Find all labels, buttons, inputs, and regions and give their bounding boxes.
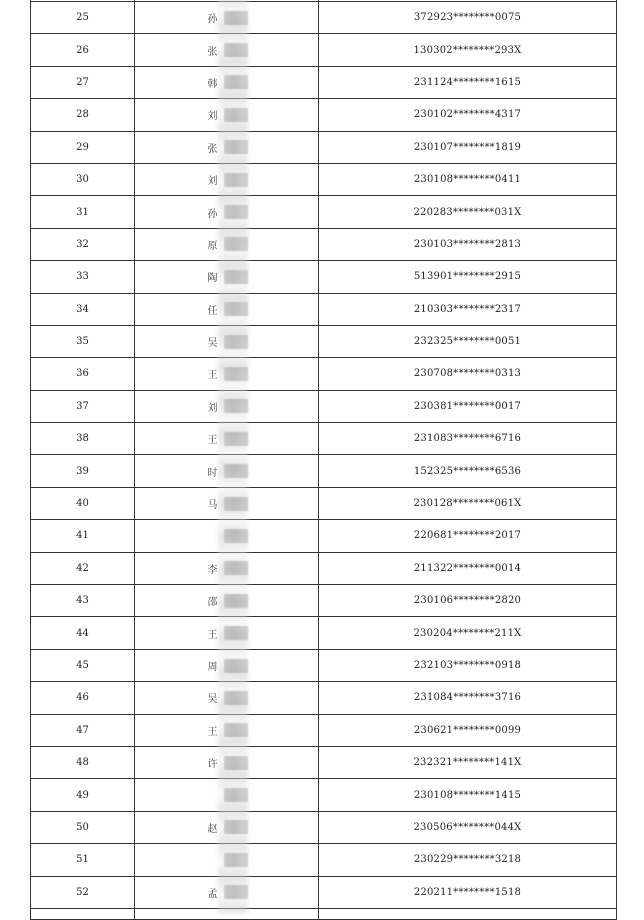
- table-row: [31, 358, 617, 390]
- id-cell: [319, 552, 617, 584]
- name-redaction: [224, 75, 248, 89]
- name-text: 孙: [207, 14, 218, 26]
- row-number: 32: [31, 228, 135, 260]
- name-redaction: [224, 335, 248, 349]
- row-number: 44: [31, 617, 135, 649]
- id-number: 232321********141X: [413, 757, 522, 769]
- name-redaction: [224, 723, 248, 737]
- id-cell: [319, 811, 617, 843]
- name-redaction: [224, 853, 248, 867]
- name-redaction: [224, 659, 248, 673]
- id-number: 231083********6716: [413, 433, 522, 445]
- id-number: 230621********0099: [413, 724, 522, 736]
- id-number: 230103********2813: [413, 238, 522, 250]
- name-text: 刘: [207, 402, 218, 414]
- row-number: 35: [31, 325, 135, 357]
- name-redaction: [224, 529, 248, 543]
- id-cell: [319, 520, 617, 552]
- name-text: 吴: [207, 694, 218, 706]
- id-number: 230102********4317: [413, 109, 522, 121]
- name-redaction: [224, 399, 248, 413]
- name-cell: [135, 131, 319, 163]
- name-text: 韩: [207, 78, 218, 90]
- table-row: [31, 552, 617, 584]
- name-redaction: [224, 11, 248, 25]
- table-row: [31, 455, 617, 487]
- id-number: 230128********061X: [413, 498, 522, 510]
- table-row: [31, 196, 617, 228]
- name-cell: [135, 876, 319, 908]
- name-text: 时: [207, 467, 218, 479]
- name-text: 陶: [207, 273, 218, 285]
- name-redaction: [224, 302, 248, 316]
- id-cell: [319, 2, 617, 34]
- table-row: [31, 131, 617, 163]
- row-number: 31: [31, 196, 135, 228]
- row-number: 45: [31, 649, 135, 681]
- name-cell: [135, 261, 319, 293]
- name-redaction: [224, 108, 248, 122]
- table-row: [31, 876, 617, 908]
- name-cell: [135, 682, 319, 714]
- row-number: 52: [31, 876, 135, 908]
- row-number: 33: [31, 261, 135, 293]
- row-number: 39: [31, 455, 135, 487]
- id-number: 230381********0017: [413, 400, 522, 412]
- id-number: 220283********031X: [413, 206, 522, 218]
- id-cell: [319, 746, 617, 778]
- row-number: 25: [31, 2, 135, 34]
- table-row: [31, 811, 617, 843]
- name-cell: [135, 34, 319, 66]
- name-cell: [135, 455, 319, 487]
- id-cell: [319, 585, 617, 617]
- row-number: 49: [31, 779, 135, 811]
- id-cell: [319, 34, 617, 66]
- id-cell: [319, 487, 617, 519]
- id-number: 220211********1518: [413, 886, 522, 898]
- table-row: [31, 779, 617, 811]
- name-redaction: [224, 691, 248, 705]
- id-number: 220681********2017: [413, 530, 522, 542]
- name-redaction: [224, 173, 248, 187]
- table-row: [31, 617, 617, 649]
- table-row: [31, 2, 617, 34]
- table-row: [31, 66, 617, 98]
- row-number: 29: [31, 131, 135, 163]
- row-number: 50: [31, 811, 135, 843]
- row-number: 42: [31, 552, 135, 584]
- name-text: 邵: [207, 597, 218, 609]
- name-cell: [135, 649, 319, 681]
- id-number: 232103********0918: [413, 660, 522, 671]
- name-text: 马: [207, 500, 218, 512]
- id-cell: [319, 196, 617, 228]
- id-cell: [319, 358, 617, 390]
- id-cell: [319, 779, 617, 811]
- name-redaction: [224, 820, 248, 834]
- id-cell: [319, 390, 617, 422]
- name-text: 孙: [207, 208, 218, 220]
- name-cell: [135, 617, 319, 649]
- name-cell: [135, 779, 319, 811]
- id-number: 372923********0075: [413, 12, 522, 24]
- name-cell: [135, 228, 319, 260]
- id-cell: [319, 649, 617, 681]
- id-number: 231084********3716: [413, 692, 522, 704]
- name-cell: [135, 520, 319, 552]
- name-redaction: [224, 270, 248, 284]
- id-cell: [319, 261, 617, 293]
- name-text: 许: [207, 759, 218, 771]
- name-text: 刘: [207, 176, 218, 188]
- name-text: 任: [207, 305, 218, 317]
- table-row: [31, 293, 617, 325]
- table-row: [31, 746, 617, 778]
- row-number: 43: [31, 585, 135, 617]
- name-cell: [135, 844, 319, 876]
- name-text: 赵: [207, 823, 218, 835]
- id-number: 210303********2317: [413, 303, 522, 315]
- name-cell: [135, 746, 319, 778]
- name-redaction: [224, 140, 248, 154]
- row-number: 40: [31, 487, 135, 519]
- id-cell: [319, 163, 617, 195]
- id-number: 230106********2820: [413, 595, 522, 607]
- id-cell: [319, 131, 617, 163]
- name-cell: [135, 99, 319, 131]
- name-redaction: [224, 497, 248, 511]
- name-text: 张: [207, 143, 218, 155]
- id-number: 230708********0313: [413, 368, 522, 380]
- name-cell: [135, 714, 319, 746]
- id-number: 231124********1615: [413, 76, 522, 88]
- name-text: 刘: [207, 111, 218, 123]
- row-number: 26: [31, 34, 135, 66]
- name-cell: [135, 2, 319, 34]
- name-cell: [135, 390, 319, 422]
- name-cell: [135, 66, 319, 98]
- table-row: [31, 714, 617, 746]
- table-row-bottom-partial: [31, 908, 617, 919]
- name-cell: [135, 325, 319, 357]
- id-cell: [319, 66, 617, 98]
- name-redaction: [224, 367, 248, 381]
- name-redaction: [224, 885, 248, 899]
- row-number: 46: [31, 682, 135, 714]
- name-text: 孟: [207, 888, 218, 900]
- id-cell: [319, 293, 617, 325]
- name-cell: [135, 811, 319, 843]
- id-number: 232325********0051: [413, 336, 522, 348]
- name-cell: [135, 423, 319, 455]
- row-number: 47: [31, 714, 135, 746]
- name-cell: [135, 163, 319, 195]
- id-number: 230108********0411: [413, 174, 522, 186]
- id-number: 211322********0014: [413, 562, 522, 574]
- id-cell: [319, 325, 617, 357]
- table-row: [31, 520, 617, 552]
- name-text: 吴: [207, 338, 218, 350]
- table-row: [31, 325, 617, 357]
- id-cell: [319, 99, 617, 131]
- id-number: 230108********1415: [413, 789, 522, 801]
- name-redaction: [224, 788, 248, 802]
- id-cell: [319, 714, 617, 746]
- id-number: 230229********3218: [413, 854, 522, 866]
- table-row: [31, 163, 617, 195]
- row-number: 30: [31, 163, 135, 195]
- id-cell: [319, 617, 617, 649]
- id-number: 230204********211X: [413, 627, 522, 639]
- name-cell: [135, 293, 319, 325]
- table-row: [31, 682, 617, 714]
- row-number: 41: [31, 520, 135, 552]
- name-redaction: [224, 43, 248, 57]
- row-number: 36: [31, 358, 135, 390]
- name-text: 王: [207, 435, 218, 447]
- table-row: [31, 261, 617, 293]
- table-row: [31, 228, 617, 260]
- id-cell: [319, 423, 617, 455]
- name-cell: [135, 196, 319, 228]
- table-row: [31, 423, 617, 455]
- name-text: 王: [207, 370, 218, 382]
- row-number: 37: [31, 390, 135, 422]
- name-redaction: [224, 561, 248, 575]
- row-number: 27: [31, 66, 135, 98]
- name-text: 王: [207, 726, 218, 738]
- id-number: 152325********6536: [413, 465, 522, 477]
- name-redaction: [224, 756, 248, 770]
- roster-table: [30, 0, 617, 920]
- id-number: 513901********2915: [413, 271, 522, 283]
- name-redaction: [224, 205, 248, 219]
- table-row: [31, 34, 617, 66]
- row-number: 51: [31, 844, 135, 876]
- name-redaction: [224, 626, 248, 640]
- row-number: 48: [31, 746, 135, 778]
- id-cell: [319, 455, 617, 487]
- name-redaction: [224, 594, 248, 608]
- id-number: 230107********1819: [413, 141, 522, 153]
- table-row: [31, 585, 617, 617]
- table-row: [31, 844, 617, 876]
- name-redaction: [224, 237, 248, 251]
- id-cell: [319, 844, 617, 876]
- table-row: [31, 99, 617, 131]
- name-text: 周: [207, 662, 218, 673]
- id-cell: [319, 682, 617, 714]
- table-row: [31, 390, 617, 422]
- table-row: [31, 649, 617, 681]
- name-text: 张: [207, 46, 218, 58]
- row-number: 38: [31, 423, 135, 455]
- id-number: 230506********044X: [413, 821, 522, 833]
- name-text: 李: [207, 564, 218, 576]
- name-cell: [135, 487, 319, 519]
- id-cell: [319, 876, 617, 908]
- table-body: [31, 0, 617, 919]
- id-cell: [319, 228, 617, 260]
- name-redaction: [224, 464, 248, 478]
- name-text: 原: [207, 240, 218, 252]
- name-cell: [135, 358, 319, 390]
- name-cell: [135, 552, 319, 584]
- name-text: 王: [207, 629, 218, 641]
- table-row: [31, 487, 617, 519]
- name-cell: [135, 585, 319, 617]
- row-number: 28: [31, 99, 135, 131]
- name-redaction: [224, 432, 248, 446]
- row-number: 34: [31, 293, 135, 325]
- id-number: 130302********293X: [413, 44, 522, 56]
